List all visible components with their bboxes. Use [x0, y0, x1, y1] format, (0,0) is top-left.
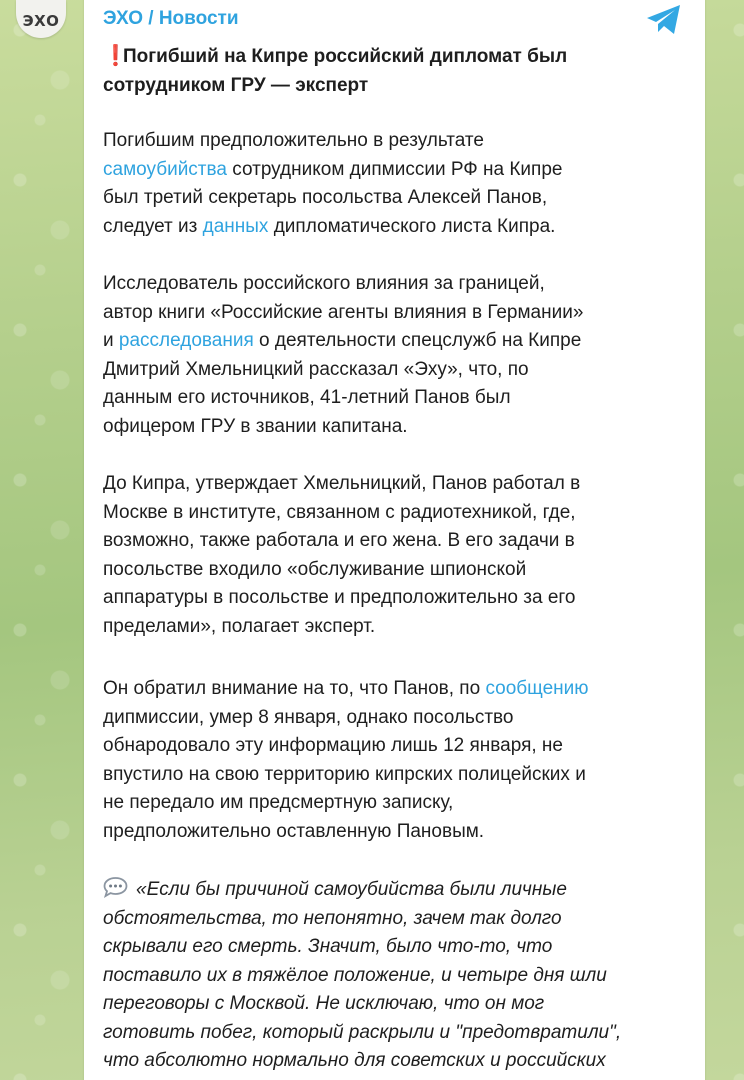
exclamation-icon: ❗	[103, 45, 128, 67]
paragraph-4: Он обратил внимание на то, что Панов, по сообщению дипмиссии, умер 8 января, однако посольство обнародовало эту информацию лишь 12 января, не впустило на свою территорию кипрских полицейских и не передало им предсмертную записку, предположительно оставленную Пановым.	[103, 675, 693, 846]
quote-paragraph: «Если бы причиной самоубийства были личные обстоятельства, то непонятно, зачем так долго скрывали его смерть. Значит, было что-то, что поставило их в тяжёлое положение, и четыре дня шли переговоры с Москвой. Не исключаю, что он мог готовить побег, который раскрыли и "предотвратили", что абсолютно нормально для советских и российских	[103, 876, 693, 1076]
text-line: До Кипра, утверждает Хмельницкий, Панов работал в	[103, 473, 581, 494]
text-line: офицером ГРУ в звании капитана.	[103, 415, 408, 437]
text-line: обнародовало эту информацию лишь 12 января, не	[103, 735, 563, 756]
text-line: поставило их в тяжёлое положение, и четыре дня шли	[103, 964, 607, 986]
text-line: аппаратуры в посольстве и предположительно за его	[103, 587, 576, 608]
text-line: что абсолютно нормально для советских и российских	[103, 1050, 606, 1071]
message-link[interactable]: сообщению	[485, 678, 589, 699]
text-line: скрывали его смерть. Значит, было что-то, что	[103, 936, 553, 957]
share-button[interactable]	[644, 3, 684, 37]
paragraph-3	[103, 470, 693, 641]
text-line: возможно, также работала и его жена. В его задачи в	[103, 530, 575, 551]
speech-bubble-icon	[103, 876, 128, 898]
text-line: Москве в институте, связанном с радиотехникой, где,	[103, 501, 576, 523]
channel-name-link[interactable]: ЭХО / Новости	[103, 8, 239, 29]
post-title: ❗Погибший на Кипре российский дипломат был сотрудником ГРУ — эксперт	[103, 42, 693, 100]
paragraph-2: Исследователь российского влияния за границей, автор книги «Российские агенты влияния в Германии» и расследования о деятельности спецслужб на Кипре Дмитрий Хмельницкий рассказал «Эху», что, по данным его источников, 41-летний Панов был офицером ГРУ в звании капитана.	[103, 270, 693, 441]
paragraph-1: Погибшим предположительно в результате самоубийства сотрудником дипмиссии РФ на Кипре был третий секретарь посольства Алексей Панов, следует из данных дипломатического листа Кипра.	[103, 127, 693, 241]
avatar-text: ЭХО	[22, 12, 60, 30]
text-line: готовить побег, который раскрыли и "предотвратили",	[103, 1021, 622, 1043]
text-line: не передало им предсмертную записку,	[103, 792, 454, 813]
text-line: Дмитрий Хмельницкий рассказал «Эху», что, по	[103, 358, 529, 380]
text-line: дипмиссии, умер 8 января, однако посольство	[103, 706, 514, 728]
text-line: переговоры с Москвой. Не исключаю, что он мог	[103, 993, 545, 1014]
text-line: данным его источников, 41-летний Панов был	[103, 387, 511, 408]
suicide-link[interactable]: самоубийства	[103, 158, 227, 180]
text-line: автор книги «Российские агенты влияния в Германии»	[103, 301, 584, 323]
text-line: обстоятельства, то непонятно, зачем так долго	[103, 907, 562, 929]
text-line: был третий секретарь посольства Алексей Панов,	[103, 187, 548, 208]
data-link[interactable]: данных	[202, 215, 269, 237]
investigation-link[interactable]: расследования	[118, 330, 254, 351]
telegram-plane-icon	[644, 3, 684, 37]
text-line: Погибшим предположительно в результате	[103, 130, 484, 151]
text-line: посольстве входило «обслуживание шпионской	[103, 558, 527, 580]
text-line: впустило на свою территорию кипрских полицейских и	[103, 763, 586, 785]
text-line: предположительно оставленную Пановым.	[103, 820, 485, 842]
text-line: Исследователь российского влияния за границей,	[103, 273, 545, 294]
text-line: пределами», полагает эксперт.	[103, 615, 376, 637]
